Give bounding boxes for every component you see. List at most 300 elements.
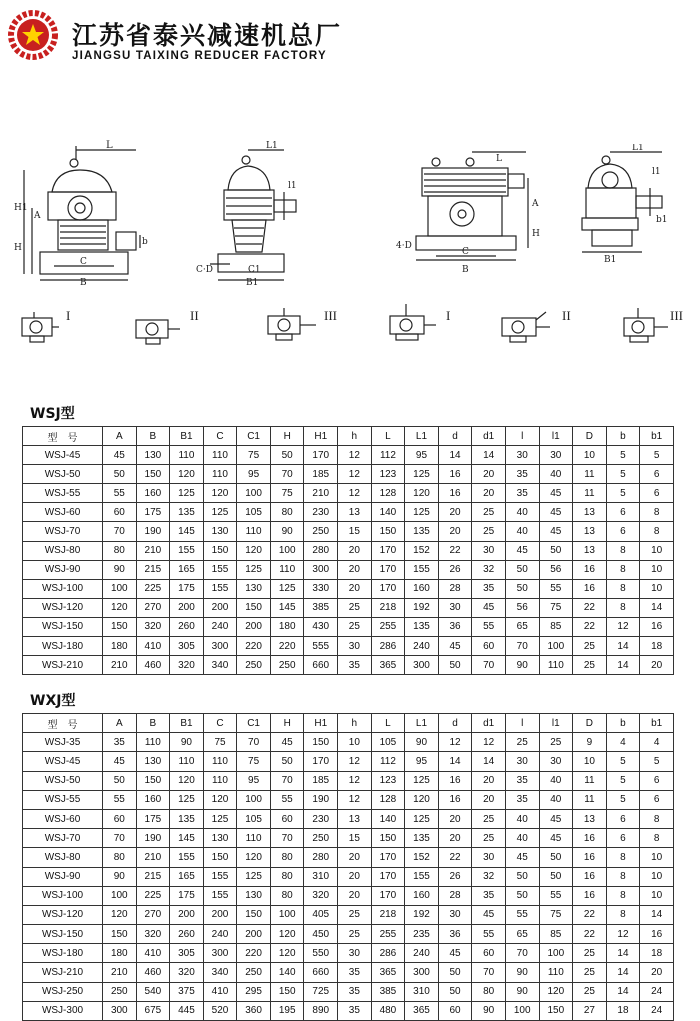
value-cell: 25 xyxy=(539,733,573,752)
value-cell: 210 xyxy=(103,963,137,982)
column-header: C xyxy=(203,714,237,733)
value-cell: 100 xyxy=(103,886,137,905)
value-cell: 10 xyxy=(640,886,674,905)
mount-position-icon-5 xyxy=(496,306,552,348)
value-cell: 28 xyxy=(438,579,472,598)
value-cell: 365 xyxy=(405,1001,439,1020)
value-cell: 160 xyxy=(136,790,170,809)
column-header: 型 号 xyxy=(23,427,103,446)
value-cell: 100 xyxy=(505,1001,539,1020)
value-cell: 160 xyxy=(136,484,170,503)
value-cell: 22 xyxy=(573,905,607,924)
value-cell: 16 xyxy=(438,484,472,503)
value-cell: 25 xyxy=(573,944,607,963)
value-cell: 340 xyxy=(203,656,237,675)
value-cell: 20 xyxy=(472,484,506,503)
wsj-front-view-drawing xyxy=(14,140,154,285)
wxj-front-view-drawing xyxy=(396,148,546,273)
value-cell: 60 xyxy=(103,809,137,828)
value-cell: 240 xyxy=(203,617,237,636)
value-cell: 40 xyxy=(539,790,573,809)
value-cell: 6 xyxy=(640,790,674,809)
value-cell: 250 xyxy=(304,522,338,541)
value-cell: 14 xyxy=(606,656,640,675)
value-cell: 11 xyxy=(573,465,607,484)
value-cell: 210 xyxy=(136,541,170,560)
value-cell: 50 xyxy=(539,867,573,886)
value-cell: 50 xyxy=(103,465,137,484)
company-name-cn: 江苏省泰兴减速机总厂 xyxy=(72,21,343,50)
value-cell: 50 xyxy=(505,579,539,598)
mount-position-icon-2 xyxy=(132,312,182,348)
value-cell: 30 xyxy=(338,944,372,963)
value-cell: 330 xyxy=(304,579,338,598)
value-cell: 8 xyxy=(606,905,640,924)
value-cell: 5 xyxy=(606,484,640,503)
value-cell: 555 xyxy=(304,637,338,656)
value-cell: 13 xyxy=(573,541,607,560)
value-cell: 240 xyxy=(203,925,237,944)
value-cell: 210 xyxy=(103,656,137,675)
column-header: h xyxy=(338,714,372,733)
value-cell: 660 xyxy=(304,963,338,982)
column-header: l xyxy=(505,427,539,446)
value-cell: 240 xyxy=(405,944,439,963)
value-cell: 110 xyxy=(203,465,237,484)
value-cell: 8 xyxy=(606,867,640,886)
value-cell: 35 xyxy=(338,1001,372,1020)
value-cell: 80 xyxy=(103,848,137,867)
value-cell: 40 xyxy=(539,771,573,790)
wxj-side-view-drawing xyxy=(570,144,682,264)
value-cell: 540 xyxy=(136,982,170,1001)
value-cell: 150 xyxy=(203,848,237,867)
value-cell: 10 xyxy=(573,446,607,465)
value-cell: 15 xyxy=(338,829,372,848)
table-row xyxy=(23,503,674,522)
value-cell: 12 xyxy=(606,925,640,944)
value-cell: 305 xyxy=(170,637,204,656)
value-cell: 80 xyxy=(103,541,137,560)
value-cell: 45 xyxy=(472,598,506,617)
value-cell: 175 xyxy=(170,579,204,598)
value-cell: 35 xyxy=(505,790,539,809)
table-row xyxy=(23,541,674,560)
value-cell: 13 xyxy=(573,522,607,541)
value-cell: 8 xyxy=(606,886,640,905)
column-header: A xyxy=(103,427,137,446)
model-cell: WSJ-80 xyxy=(23,848,103,867)
value-cell: 120 xyxy=(539,982,573,1001)
value-cell: 430 xyxy=(304,617,338,636)
value-cell: 305 xyxy=(170,944,204,963)
value-cell: 36 xyxy=(438,617,472,636)
value-cell: 90 xyxy=(170,733,204,752)
table-row xyxy=(23,809,674,828)
value-cell: 22 xyxy=(438,541,472,560)
value-cell: 170 xyxy=(304,752,338,771)
value-cell: 8 xyxy=(640,829,674,848)
label-B: B xyxy=(462,265,469,273)
value-cell: 12 xyxy=(606,617,640,636)
model-cell: WSJ-35 xyxy=(23,733,103,752)
value-cell: 56 xyxy=(505,598,539,617)
value-cell: 30 xyxy=(505,752,539,771)
value-cell: 140 xyxy=(270,963,304,982)
value-cell: 55 xyxy=(505,905,539,924)
value-cell: 50 xyxy=(505,560,539,579)
value-cell: 125 xyxy=(405,809,439,828)
value-cell: 20 xyxy=(640,963,674,982)
value-cell: 40 xyxy=(505,829,539,848)
value-cell: 45 xyxy=(103,752,137,771)
column-header: l1 xyxy=(539,714,573,733)
value-cell: 70 xyxy=(505,944,539,963)
value-cell: 320 xyxy=(136,617,170,636)
column-header: b xyxy=(606,714,640,733)
value-cell: 110 xyxy=(203,771,237,790)
value-cell: 165 xyxy=(170,560,204,579)
mount-label-6: III xyxy=(670,308,683,323)
model-cell: WSJ-150 xyxy=(23,925,103,944)
model-cell: WSJ-70 xyxy=(23,522,103,541)
value-cell: 110 xyxy=(170,446,204,465)
value-cell: 250 xyxy=(304,829,338,848)
value-cell: 218 xyxy=(371,598,405,617)
value-cell: 50 xyxy=(270,752,304,771)
value-cell: 80 xyxy=(270,886,304,905)
value-cell: 150 xyxy=(371,522,405,541)
value-cell: 4 xyxy=(640,733,674,752)
value-cell: 18 xyxy=(640,637,674,656)
value-cell: 65 xyxy=(505,617,539,636)
value-cell: 5 xyxy=(640,752,674,771)
value-cell: 110 xyxy=(203,446,237,465)
value-cell: 30 xyxy=(505,446,539,465)
value-cell: 890 xyxy=(304,1001,338,1020)
value-cell: 95 xyxy=(405,446,439,465)
mount-position-icon-1 xyxy=(18,308,60,348)
value-cell: 16 xyxy=(640,617,674,636)
value-cell: 480 xyxy=(371,1001,405,1020)
value-cell: 150 xyxy=(103,617,137,636)
value-cell: 25 xyxy=(472,503,506,522)
value-cell: 45 xyxy=(539,503,573,522)
value-cell: 385 xyxy=(371,982,405,1001)
value-cell: 50 xyxy=(505,867,539,886)
label-C: C xyxy=(80,257,87,267)
value-cell: 130 xyxy=(237,886,271,905)
value-cell: 405 xyxy=(304,905,338,924)
value-cell: 135 xyxy=(405,617,439,636)
value-cell: 100 xyxy=(539,637,573,656)
value-cell: 200 xyxy=(237,617,271,636)
value-cell: 200 xyxy=(203,905,237,924)
value-cell: 13 xyxy=(573,809,607,828)
label-A: A xyxy=(532,199,539,209)
value-cell: 130 xyxy=(136,752,170,771)
value-cell: 30 xyxy=(472,541,506,560)
value-cell: 18 xyxy=(640,944,674,963)
value-cell: 85 xyxy=(539,925,573,944)
value-cell: 30 xyxy=(438,905,472,924)
model-cell: WSJ-100 xyxy=(23,886,103,905)
model-cell: WSJ-300 xyxy=(23,1001,103,1020)
value-cell: 25 xyxy=(573,637,607,656)
value-cell: 10 xyxy=(640,867,674,886)
wsj-section-title: WSJ型 xyxy=(30,406,75,422)
column-header: d1 xyxy=(472,427,506,446)
value-cell: 20 xyxy=(472,790,506,809)
value-cell: 5 xyxy=(606,771,640,790)
wxj-section-title: WXJ型 xyxy=(30,693,76,709)
value-cell: 120 xyxy=(405,484,439,503)
value-cell: 16 xyxy=(573,560,607,579)
model-cell: WSJ-70 xyxy=(23,829,103,848)
value-cell: 365 xyxy=(371,656,405,675)
label-B1: B1 xyxy=(246,278,259,285)
value-cell: 120 xyxy=(203,484,237,503)
factory-logo xyxy=(8,10,58,60)
value-cell: 175 xyxy=(136,809,170,828)
wxj-spec-table xyxy=(22,713,674,1021)
value-cell: 80 xyxy=(270,503,304,522)
value-cell: 110 xyxy=(539,963,573,982)
column-header: D xyxy=(573,427,607,446)
model-cell: WSJ-60 xyxy=(23,809,103,828)
value-cell: 155 xyxy=(405,560,439,579)
value-cell: 170 xyxy=(371,560,405,579)
value-cell: 155 xyxy=(203,886,237,905)
value-cell: 24 xyxy=(640,982,674,1001)
value-cell: 70 xyxy=(270,829,304,848)
value-cell: 120 xyxy=(170,771,204,790)
value-cell: 110 xyxy=(136,733,170,752)
label-A: A xyxy=(34,211,41,221)
value-cell: 145 xyxy=(170,522,204,541)
value-cell: 60 xyxy=(472,944,506,963)
value-cell: 80 xyxy=(472,982,506,1001)
value-cell: 225 xyxy=(136,886,170,905)
value-cell: 15 xyxy=(338,522,372,541)
column-header: h xyxy=(338,427,372,446)
value-cell: 28 xyxy=(438,886,472,905)
value-cell: 120 xyxy=(270,925,304,944)
value-cell: 170 xyxy=(371,886,405,905)
column-header: l xyxy=(505,714,539,733)
value-cell: 50 xyxy=(505,886,539,905)
column-header: d1 xyxy=(472,714,506,733)
value-cell: 70 xyxy=(270,465,304,484)
value-cell: 25 xyxy=(338,905,372,924)
value-cell: 45 xyxy=(505,848,539,867)
mount-label-4: I xyxy=(446,308,451,323)
value-cell: 22 xyxy=(573,598,607,617)
label-B: B xyxy=(80,278,87,285)
value-cell: 10 xyxy=(640,848,674,867)
mount-label-1: I xyxy=(66,308,71,323)
column-header: H xyxy=(270,427,304,446)
value-cell: 260 xyxy=(170,925,204,944)
value-cell: 75 xyxy=(237,752,271,771)
value-cell: 10 xyxy=(640,579,674,598)
value-cell: 100 xyxy=(237,484,271,503)
value-cell: 135 xyxy=(405,522,439,541)
value-cell: 150 xyxy=(237,598,271,617)
value-cell: 8 xyxy=(606,598,640,617)
value-cell: 70 xyxy=(472,963,506,982)
table-row xyxy=(23,790,674,809)
value-cell: 70 xyxy=(270,771,304,790)
value-cell: 125 xyxy=(405,771,439,790)
value-cell: 175 xyxy=(136,503,170,522)
wsj-spec-table xyxy=(22,426,674,675)
value-cell: 12 xyxy=(338,465,372,484)
value-cell: 50 xyxy=(103,771,137,790)
label-b1: b1 xyxy=(656,215,668,225)
model-cell: WSJ-90 xyxy=(23,867,103,886)
value-cell: 60 xyxy=(438,1001,472,1020)
value-cell: 90 xyxy=(505,982,539,1001)
value-cell: 6 xyxy=(606,809,640,828)
value-cell: 6 xyxy=(640,484,674,503)
value-cell: 22 xyxy=(438,848,472,867)
value-cell: 16 xyxy=(573,867,607,886)
value-cell: 25 xyxy=(573,982,607,1001)
column-header: H xyxy=(270,714,304,733)
value-cell: 90 xyxy=(505,656,539,675)
value-cell: 13 xyxy=(573,503,607,522)
value-cell: 25 xyxy=(573,656,607,675)
column-header: B xyxy=(136,714,170,733)
value-cell: 20 xyxy=(438,522,472,541)
value-cell: 10 xyxy=(338,733,372,752)
column-header: L xyxy=(371,427,405,446)
value-cell: 450 xyxy=(304,925,338,944)
model-cell: WSJ-50 xyxy=(23,771,103,790)
model-cell: WSJ-45 xyxy=(23,446,103,465)
value-cell: 100 xyxy=(270,905,304,924)
value-cell: 6 xyxy=(606,522,640,541)
value-cell: 70 xyxy=(237,733,271,752)
value-cell: 195 xyxy=(270,1001,304,1020)
value-cell: 55 xyxy=(539,886,573,905)
value-cell: 215 xyxy=(136,867,170,886)
value-cell: 125 xyxy=(405,503,439,522)
value-cell: 150 xyxy=(136,465,170,484)
value-cell: 30 xyxy=(472,848,506,867)
value-cell: 150 xyxy=(270,982,304,1001)
value-cell: 155 xyxy=(170,541,204,560)
model-cell: WSJ-180 xyxy=(23,637,103,656)
value-cell: 22 xyxy=(573,617,607,636)
value-cell: 140 xyxy=(371,809,405,828)
label-L: L xyxy=(496,154,502,164)
value-cell: 155 xyxy=(170,848,204,867)
value-cell: 50 xyxy=(438,982,472,1001)
model-cell: WSJ-45 xyxy=(23,752,103,771)
value-cell: 128 xyxy=(371,484,405,503)
value-cell: 40 xyxy=(505,522,539,541)
table-row xyxy=(23,905,674,924)
value-cell: 16 xyxy=(573,848,607,867)
mount-position-icon-6 xyxy=(620,306,670,348)
value-cell: 460 xyxy=(136,656,170,675)
value-cell: 360 xyxy=(237,1001,271,1020)
value-cell: 165 xyxy=(170,867,204,886)
value-cell: 286 xyxy=(371,637,405,656)
value-cell: 12 xyxy=(338,790,372,809)
value-cell: 100 xyxy=(103,579,137,598)
model-cell: WSJ-210 xyxy=(23,963,103,982)
value-cell: 70 xyxy=(505,637,539,656)
value-cell: 10 xyxy=(640,560,674,579)
value-cell: 60 xyxy=(472,637,506,656)
value-cell: 16 xyxy=(573,579,607,598)
value-cell: 8 xyxy=(640,809,674,828)
value-cell: 155 xyxy=(203,867,237,886)
value-cell: 8 xyxy=(606,560,640,579)
value-cell: 75 xyxy=(539,598,573,617)
value-cell: 255 xyxy=(371,617,405,636)
value-cell: 320 xyxy=(136,925,170,944)
value-cell: 130 xyxy=(203,522,237,541)
value-cell: 45 xyxy=(539,829,573,848)
value-cell: 725 xyxy=(304,982,338,1001)
column-header: B1 xyxy=(170,427,204,446)
value-cell: 110 xyxy=(237,522,271,541)
table-row xyxy=(23,771,674,790)
value-cell: 14 xyxy=(438,752,472,771)
value-cell: 55 xyxy=(472,925,506,944)
label-L1: L1 xyxy=(632,144,644,153)
model-cell: WSJ-150 xyxy=(23,617,103,636)
value-cell: 170 xyxy=(371,579,405,598)
value-cell: 210 xyxy=(136,848,170,867)
value-cell: 20 xyxy=(438,829,472,848)
value-cell: 20 xyxy=(338,867,372,886)
value-cell: 45 xyxy=(539,484,573,503)
value-cell: 14 xyxy=(606,982,640,1001)
value-cell: 310 xyxy=(304,867,338,886)
model-cell: WSJ-80 xyxy=(23,541,103,560)
value-cell: 150 xyxy=(371,829,405,848)
value-cell: 14 xyxy=(640,905,674,924)
value-cell: 10 xyxy=(640,541,674,560)
value-cell: 11 xyxy=(573,484,607,503)
value-cell: 112 xyxy=(371,446,405,465)
model-cell: WSJ-100 xyxy=(23,579,103,598)
table-row xyxy=(23,484,674,503)
value-cell: 45 xyxy=(505,541,539,560)
value-cell: 6 xyxy=(640,771,674,790)
value-cell: 26 xyxy=(438,560,472,579)
value-cell: 120 xyxy=(103,905,137,924)
value-cell: 16 xyxy=(438,771,472,790)
column-header: A xyxy=(103,714,137,733)
value-cell: 230 xyxy=(304,503,338,522)
value-cell: 410 xyxy=(136,637,170,656)
value-cell: 460 xyxy=(136,963,170,982)
value-cell: 50 xyxy=(438,656,472,675)
value-cell: 110 xyxy=(237,829,271,848)
mount-label-2: II xyxy=(190,308,199,323)
value-cell: 30 xyxy=(338,637,372,656)
value-cell: 200 xyxy=(203,598,237,617)
value-cell: 35 xyxy=(472,579,506,598)
value-cell: 55 xyxy=(103,790,137,809)
value-cell: 14 xyxy=(606,963,640,982)
